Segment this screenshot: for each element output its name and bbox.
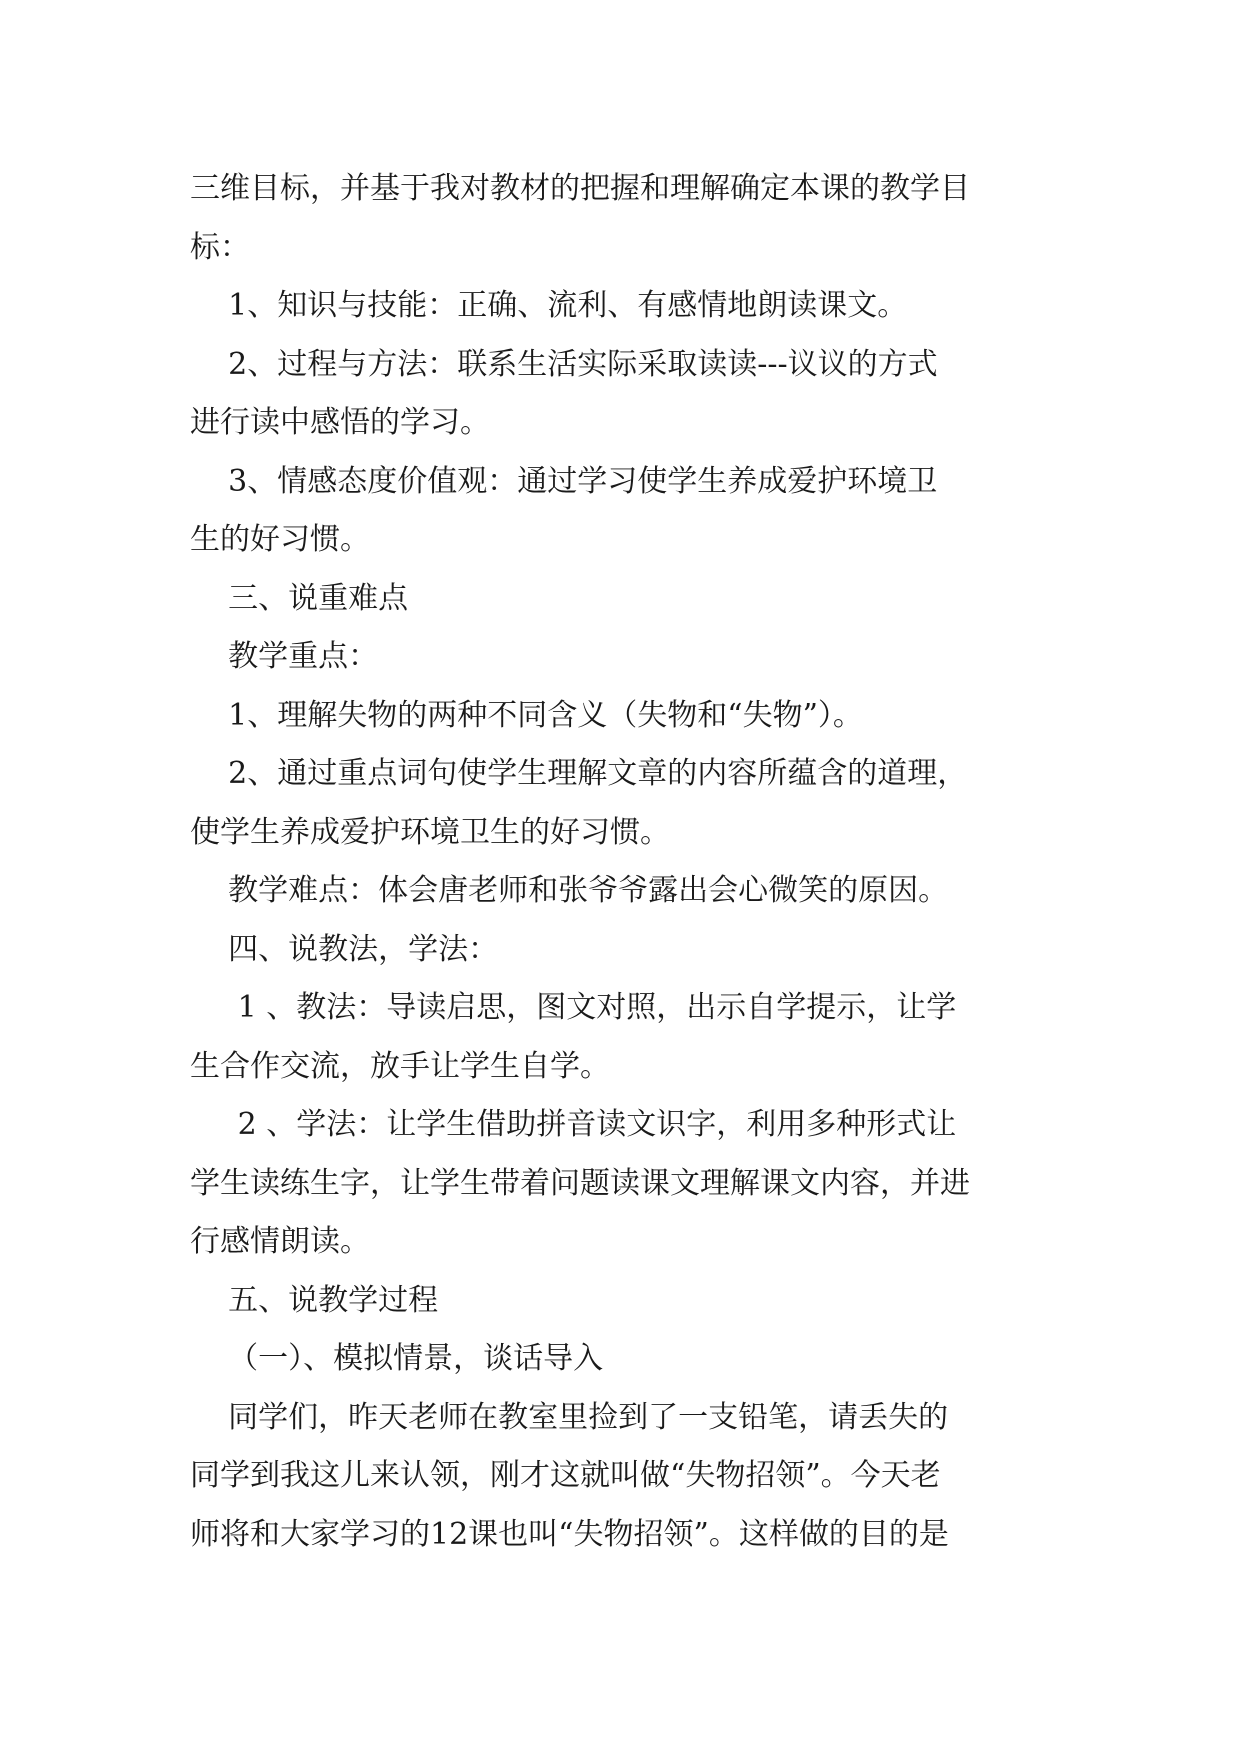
text-line: 2、过程与方法：联系生活实际采取读读---议议的方式 (190, 346, 938, 382)
text-line: 教学难点：体会唐老师和张爷爷露出会心微笑的原因。 (190, 873, 949, 908)
text-line: 行感情朗读。 (190, 1224, 370, 1259)
text-line: 标： (190, 229, 250, 265)
text-line: 三、说重难点 (190, 580, 409, 616)
text-line: 使学生养成爱护环境卫生的好习惯。 (190, 814, 670, 850)
text-line: 四、说教法，学法： (190, 931, 499, 967)
text-line: 同学到我这儿来认领，刚才这就叫做“失物招领”。今天老 (190, 1458, 941, 1493)
text-line: 教学重点： (190, 639, 379, 674)
text-line: 1、理解失物的两种不同含义（失物和“失物”）。 (190, 697, 863, 733)
text-line: （一）、模拟情景，谈话导入 (190, 1341, 604, 1376)
text-line: 2 、学法：让学生借助拼音读文识字，利用多种形式让 (190, 1107, 957, 1142)
text-line: 五、说教学过程 (190, 1282, 439, 1318)
text-line: 同学们，昨天老师在教室里捡到了一支铅笔，请丢失的 (190, 1399, 949, 1435)
text-line: 3、情感态度价值观：通过学习使学生养成爱护环境卫 (190, 463, 938, 499)
text-line: 学生读练生字，让学生带着问题读课文理解课文内容，并进 (190, 1165, 970, 1201)
text-line: 三维目标，并基于我对教材的把握和理解确定本课的教学目 (190, 171, 970, 206)
document-body (190, 160, 1070, 1564)
text-line: 生合作交流，放手让学生自学。 (190, 1048, 610, 1084)
text-line: 1、知识与技能：正确、流利、有感情地朗读课文。 (190, 288, 908, 323)
text-line: 生的好习惯。 (190, 522, 370, 557)
text-line: 2、通过重点词句使学生理解文章的内容所蕴含的道理， (190, 756, 968, 791)
text-line: 进行读中感悟的学习。 (190, 405, 490, 440)
text-line: 1 、教法：导读启思，图文对照，出示自学提示，让学 (190, 990, 957, 1025)
text-line: 师将和大家学习的12课也叫“失物招领”。这样做的目的是 (190, 1516, 949, 1552)
